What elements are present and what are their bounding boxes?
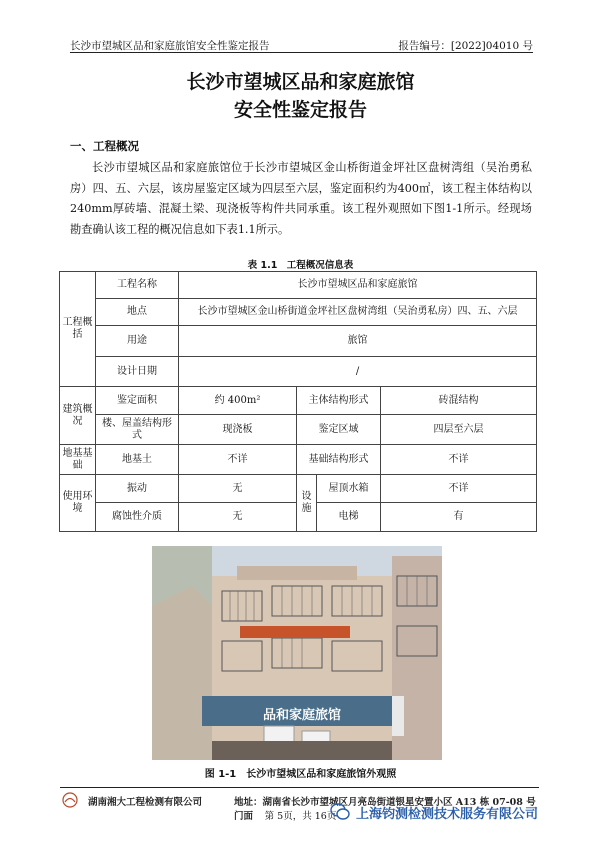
cell-label: 振动 [96,475,179,503]
figure-caption: 图 1-1 长沙市望城区品和家庭旅馆外观照 [204,769,397,780]
shop-sign-text: 品和家庭旅馆 [262,708,341,723]
cell-value: 无 [179,503,297,532]
cell-value: 长沙市望城区金山桥街道金坪社区盘树湾组（吴治勇私房）四、五、六层 [179,299,537,326]
project-info-table [59,271,537,532]
cell-label: 鉴定面积 [96,387,179,415]
group-label-building: 建筑概况 [60,387,96,445]
cell-value: 无 [179,475,297,503]
cell-label: 设计日期 [96,357,179,387]
cell-value: 不详 [381,445,537,475]
watermark-text: 上海钧测检测技术服务有限公司 [356,806,539,822]
watermark [330,802,538,822]
building-illustration [152,546,442,760]
cell-value: 砖混结构 [381,387,537,415]
page-header [70,38,533,53]
cell-value: 长沙市望城区品和家庭旅馆 [179,272,537,299]
section-heading: 一、工程概况 [70,139,139,153]
header-report-number: 报告编号：[2022]04010 号 [398,40,533,52]
cell-label: 用途 [96,326,179,357]
cell-value: 约 400m² [179,387,297,415]
cell-label: 地点 [96,299,179,326]
cell-label: 地基土 [96,445,179,475]
group-label-environment: 使用环境 [60,475,96,532]
table-caption: 表 1.1 工程概况信息表 [247,260,354,271]
company-logo-icon [62,792,78,808]
cell-value: 不详 [381,475,537,503]
cell-label: 屋顶水箱 [317,475,381,503]
cell-label: 鉴定区域 [297,415,381,445]
cell-value: 不详 [179,445,297,475]
wechat-icon [330,803,350,821]
cell-label: 工程名称 [96,272,179,299]
header-report-title: 长沙市望城区品和家庭旅馆安全性鉴定报告 [70,40,270,52]
cell-label: 电梯 [317,503,381,532]
page-number: 第 5页，共 16页 [264,811,337,822]
footer-address: 地址：湖南省长沙市望城区月亮岛街道银星安置小区 A13 栋 07-08 号门面 [234,797,536,822]
group-label-foundation: 地基基础 [60,445,96,475]
document-title-line2: 安全性鉴定报告 [233,99,367,121]
cell-value: 现浇板 [179,415,297,445]
cell-label: 腐蚀性介质 [96,503,179,532]
document-title-line1: 长沙市望城区品和家庭旅馆 [186,71,415,93]
cell-label: 基础结构形式 [297,445,381,475]
cell-label: 主体结构形式 [297,387,381,415]
cell-label: 设施 [297,475,317,532]
cell-value: 旅馆 [179,326,537,357]
footer-company: 湖南湘大工程检测有限公司 [88,797,203,808]
group-label-project: 工程概括 [60,272,96,387]
section-body [70,158,532,240]
overview-paragraph: 长沙市望城区品和家庭旅馆位于长沙市望城区金山桥街道金坪社区盘树湾组（吴治勇私房）四、五、六层，该房屋鉴定区域为四层至六层，鉴定面积约为400㎡，该工程主体结构以240mm厚砖墙、混凝土梁、现浇板等构件共同承重。该工程外观照如下图1-1所示。经现场勘查确认该工程的概况信息如下表1.1所示。 [70,161,532,236]
cell-value: / [179,357,537,387]
building-exterior-photo [152,546,442,760]
cell-value: 四层至六层 [381,415,537,445]
cell-label: 楼、屋盖结构形式 [96,415,179,445]
cell-value: 有 [381,503,537,532]
